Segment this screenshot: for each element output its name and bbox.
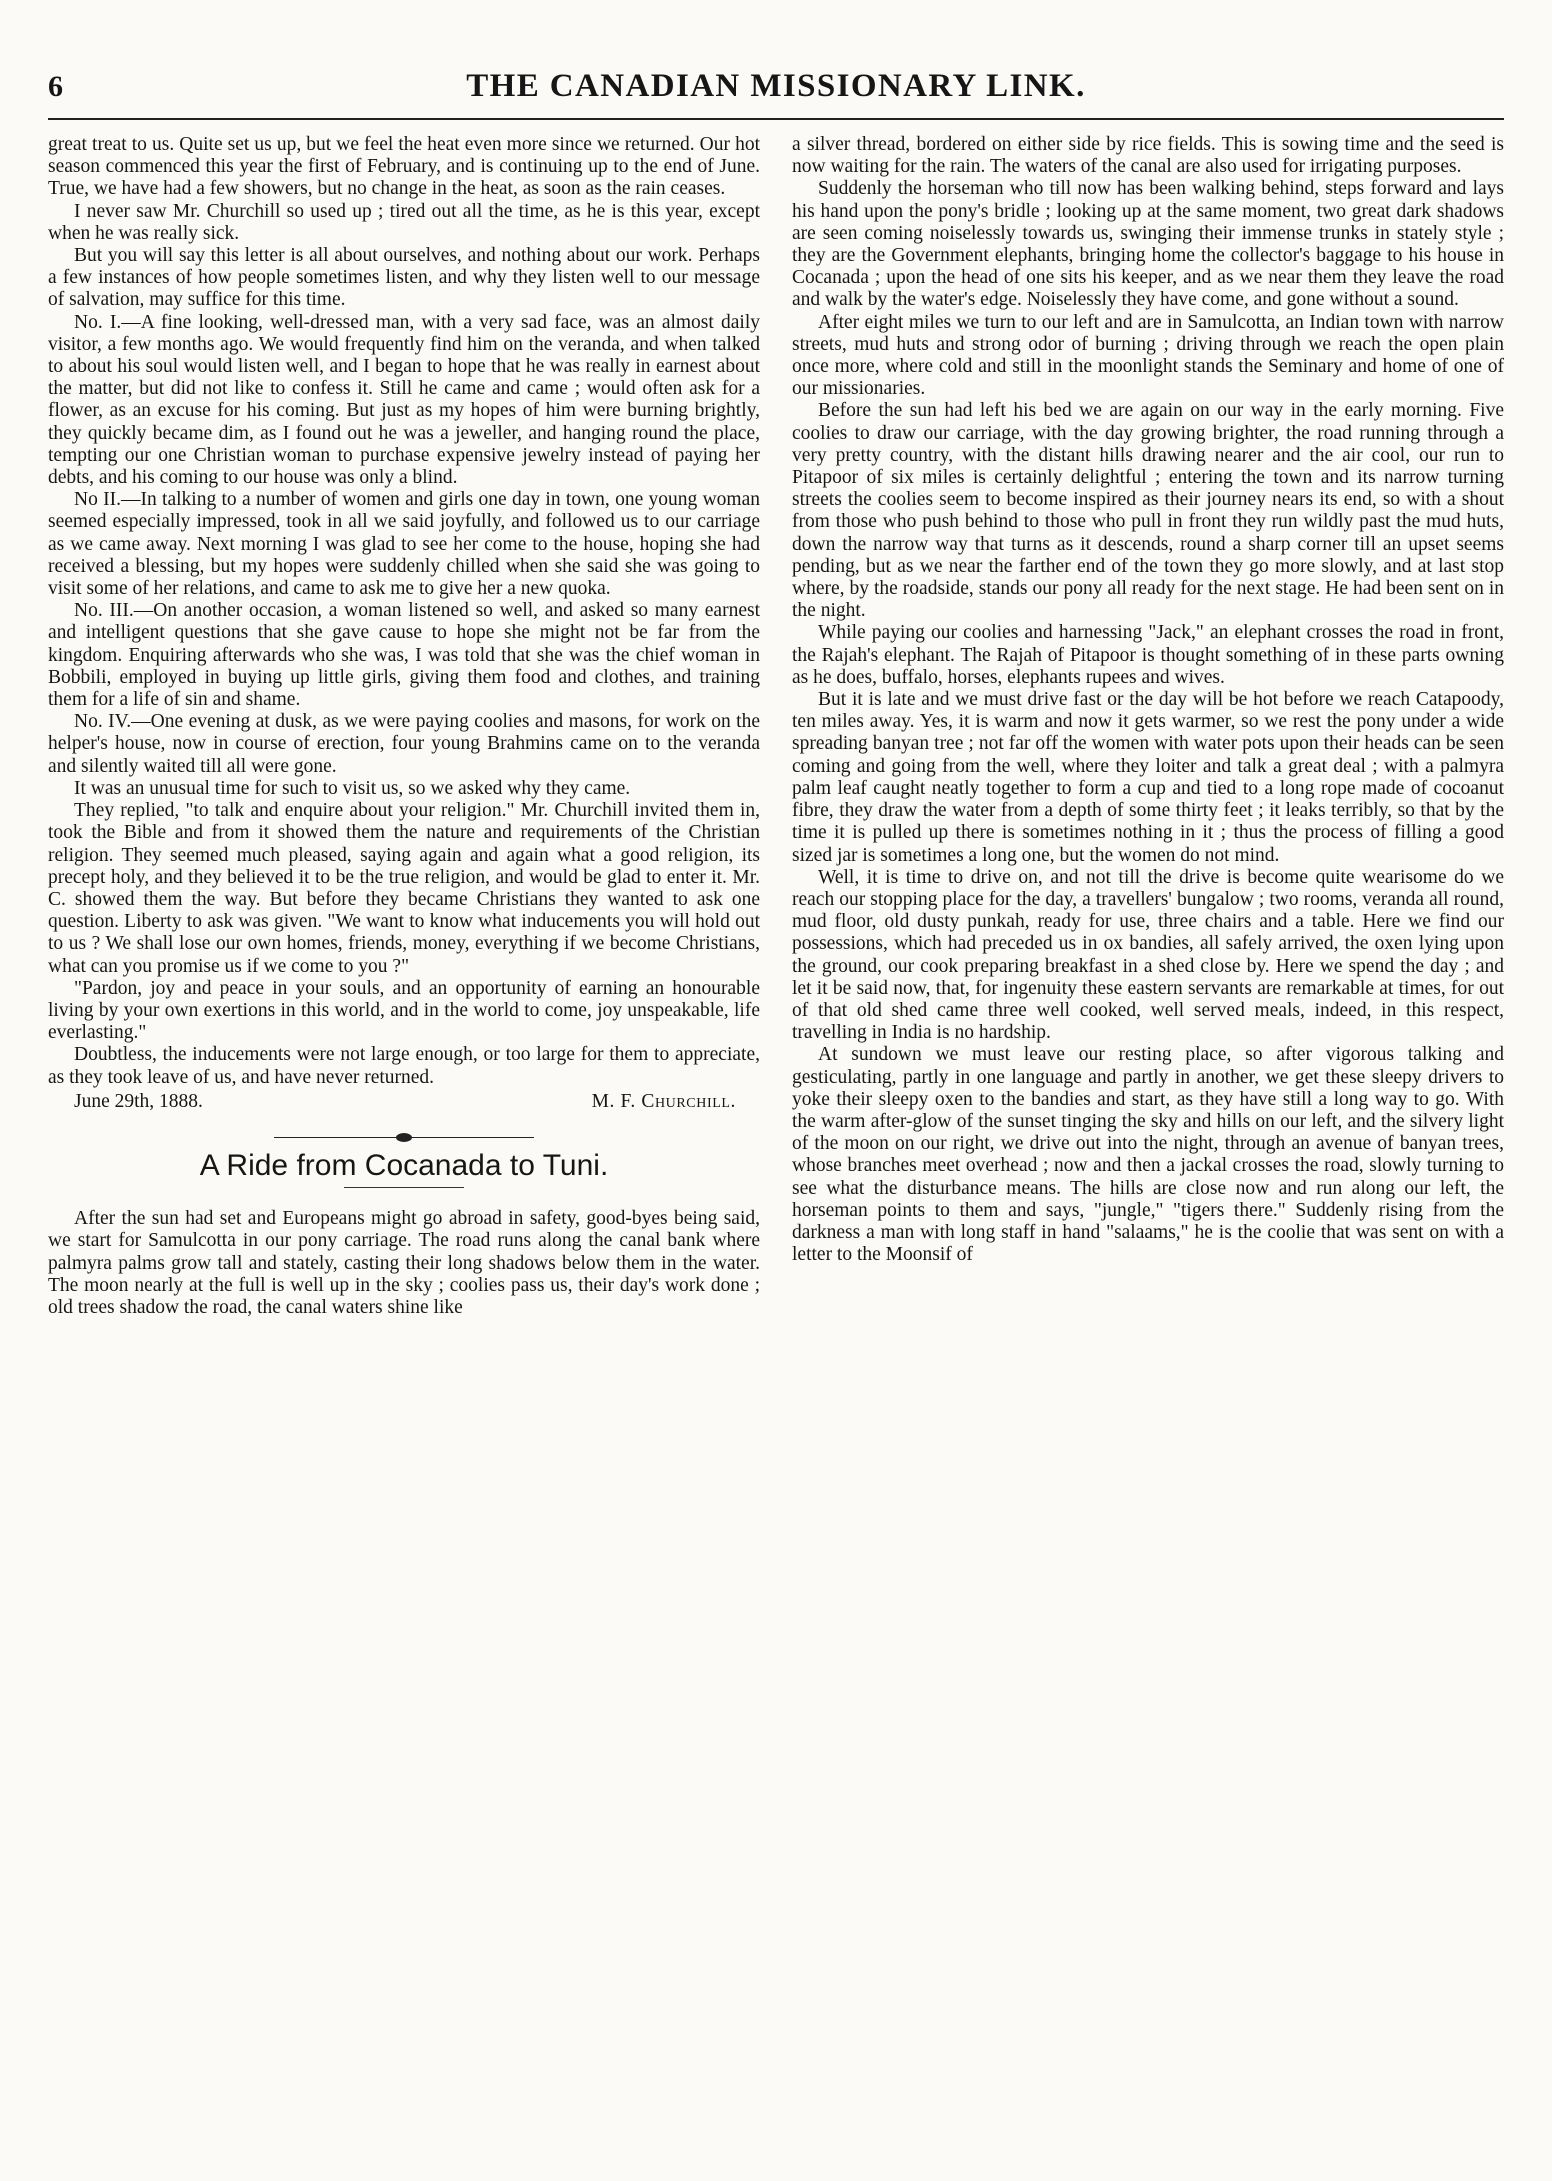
left-column xyxy=(48,134,760,2154)
letter-paragraph: No II.—In talking to a number of women and girls one day in town, one young woman seemed especially impressed, took in all we said joyfully, and followed us to our carriage as we came away. Next morning I was glad to see her come to the house, hoping she had received a blessing, but my hopes were suddenly chilled when she said she was going to visit some of her relations, and came to ask me to give her a new quoka. xyxy=(48,489,760,600)
signoff-date: June 29th, 1888. xyxy=(74,1090,203,1112)
section-divider xyxy=(274,1133,534,1143)
letter-paragraph: It was an unusual time for such to visit us, so we asked why they came. xyxy=(74,777,631,799)
letter-paragraph: No. I.—A fine looking, well-dressed man, with a very sad face, was an almost daily visitor, a few months ago. We would frequently find him on the veranda, and when talked to about his soul would listen well, and I began to hope that he was really in earnest about the matter, but did not like to confess it. Still he came and came ; would often ask for a flower, as an excuse for his coming. But just as my hopes of him were burning brightly, they quickly became dim, as I found out he was a jeweller, and hanging round the place, tempting our one Christian woman to purchase expensive jewelry instead of paying her debts, and his coming to our house was only a blind. xyxy=(48,311,760,489)
article-paragraph: Suddenly the horseman who till now has been walking behind, steps forward and lays his hand upon the pony's bridle ; looking up at the same moment, two great dark shadows are seen coming noiselessly towards us, swinging their immense trunks in stately style ; they are the Government elephants, bringing home the collector's baggage to his house in Cocanada ; upon the head of one sits his keeper, and as we near them they leave the road and walk by the water's edge. Noiselessly they have come, and gone without a sound. xyxy=(792,178,1504,311)
article-paragraph: a silver thread, bordered on either side by rice fields. This is sowing time and the seed is now waiting for the rain. The waters of the canal are also used for irrigating purposes. xyxy=(792,134,1504,178)
page-number: 6 xyxy=(48,70,63,103)
letter-paragraph: No. III.—On another occasion, a woman listened so well, and asked so many earnest and intelligent questions that she gave cause to hope she might not be far from the kingdom. Enquiring afterwards who she was, I was told that she was the chief woman in Bobbili, employed in buying up little girls, giving them food and clothes, and training them for a life of sin and shame. xyxy=(48,600,760,711)
newspaper-page xyxy=(48,64,1504,2159)
letter-paragraph: Doubtless, the inducements were not large enough, or too large for them to appreciate, as they took leave of us, and have never returned. xyxy=(48,1044,760,1088)
signoff-name: M. F. Churchill. xyxy=(591,1090,736,1112)
text-columns xyxy=(48,134,1504,2159)
publication-title: THE CANADIAN MISSIONARY LINK. xyxy=(466,68,1086,104)
article-paragraph: After the sun had set and Europeans might go abroad in safety, good-byes being said, we start for Samulcotta in our pony carriage. The road runs along the canal bank where palmyra palms grow tall and stately, casting their long shadows below them in the water. The moon nearly at the full is well up in the sky ; coolies pass us, their day's work done ; old trees shadow the road, the canal waters shine like xyxy=(48,1208,760,1318)
article-title: A Ride from Cocanada to Tuni. xyxy=(199,1148,609,1182)
article-paragraph: Well, it is time to drive on, and not till the drive is become quite wearisome do we reach our stopping place for the day, a travellers' bungalow ; two rooms, veranda all round, mud floor, old dusty punkah, ready for use, three chairs and a table. Here we find our possessions, which had preceded us in ox bandies, all safely arrived, the oxen lying upon the ground, our cook preparing breakfast in a shed close by. Here we spend the day ; and let it be said now, that, for ingenuity these eastern servants are remarkable at times, for out of that old shed came three well cooked, well served meals, indeed, in this respect, travelling in India is no hardship. xyxy=(792,866,1504,1044)
letter-paragraph: But you will say this letter is all about ourselves, and nothing about our work. Perhaps a few instances of how people sometimes listen, and why they listen well to our message of salvation, may suffice for this time. xyxy=(48,245,760,311)
letter-paragraph: great treat to us. Quite set us up, but we feel the heat even more since we returned. Our hot season commenced this year the first of February, and is continuing up to the end of June. True, we have had a few showers, but no change in the heat, as soon as the rain ceases. xyxy=(48,134,760,200)
right-column xyxy=(792,134,1504,2159)
letter-paragraph: They replied, "to talk and enquire about your religion." Mr. Churchill invited them in, took the Bible and from it showed them the nature and requirements of the Christian religion. They seemed much pleased, saying again and again what a good religion, its precept holy, and they believed it to be the true religion, and would be glad to enter it. Mr. C. showed them the way. But before they became Christians they wanted to ask one question. Liberty to ask was given. "We want to know what inducements you will hold out to us ? We shall lose our own homes, friends, money, everything if we become Christians, what can you promise us if we come to you ?" xyxy=(48,800,760,977)
article-paragraph: At sundown we must leave our resting place, so after vigorous talking and gesticulating, partly in one language and partly in another, we get these sleepy drivers to yoke their sleepy oxen to the bandies and start, as they have still a long way to go. With the warm after-glow of the sunset tinging the sky and hills on our left, and the silvery light of the moon on our right, we drive out into the night, through an avenue of banyan trees, whose branches meet overhead ; now and then a jackal crosses the road, slowly turning to see what the disturbance means. The hills are close now and run along our left, the horseman points to them and says, "jungle," "tigers there." Suddenly rising from the darkness a man with long staff in hand "salaams," he is the coolie that was sent on with a letter to the Moonsif of xyxy=(792,1044,1504,1266)
article-paragraph: While paying our coolies and harnessing "Jack," an elephant crosses the road in front, the Rajah's elephant. The Rajah of Pitapoor is thought something of in these parts owning as he does, buffalo, horses, elephants rupees and wives. xyxy=(792,622,1504,688)
letter-paragraph: I never saw Mr. Churchill so used up ; tired out all the time, as he is this year, except when he was really sick. xyxy=(48,200,760,244)
article-paragraph: After eight miles we turn to our left and are in Samulcotta, an Indian town with narrow streets, mud huts and strong odor of burning ; driving through we reach the open plain once more, where cold and still in the moonlight stands the Seminary and home of one of our missionaries. xyxy=(792,311,1504,400)
letter-paragraph: "Pardon, joy and peace in your souls, and an opportunity of earning an honourable living by your own exertions in this world, and in the world to come, joy unspeakable, life everlasting." xyxy=(48,977,760,1044)
letter-signoff xyxy=(48,1091,760,1113)
article-paragraph: Before the sun had left his bed we are again on our way in the early morning. Five coolies to draw our carriage, with the day growing brighter, the road running through a very pretty country, with the distant hills drawing nearer and the air cool, our run to Pitapoor of six miles is certainly delightful ; entering the town and its narrow turning streets the coolies seem to become inspired as their journey nears its end, so with a shout from those who push behind to those who pull in front they run wildly past the mud huts, down the narrow way that turns as it descends, round a sharp corner till an upset seems pending, but as we near the farther end of the town they go more slowly, and at last stop where, by the roadside, stands our pony all ready for the next stage. He had been sent on in the night. xyxy=(792,400,1504,622)
page-header xyxy=(48,64,1504,120)
letter-paragraph: No. IV.—One evening at dusk, as we were paying coolies and masons, for work on the helper's house, now in course of erection, four young Brahmins came on to the veranda and silently waited till all were gone. xyxy=(48,711,760,777)
title-underline xyxy=(344,1187,464,1188)
article-paragraph: But it is late and we must drive fast or the day will be hot before we reach Catapoody, ten miles away. Yes, it is warm and now it gets warmer, so we rest the pony under a wide spreading banyan tree ; not far off the women with water pots upon their heads can be seen coming and going from the well, where they loiter and talk a great deal ; with a palmyra palm leaf caught neatly together to form a cup and tied to a long rope made of cocoanut fibre, they draw the water from a depth of some thirty feet ; it leaks terribly, so that by the time it is pulled up there is sometimes nothing in it ; thus the process of filling a good sized jar is sometimes a long one, but the women do not mind. xyxy=(792,689,1504,866)
